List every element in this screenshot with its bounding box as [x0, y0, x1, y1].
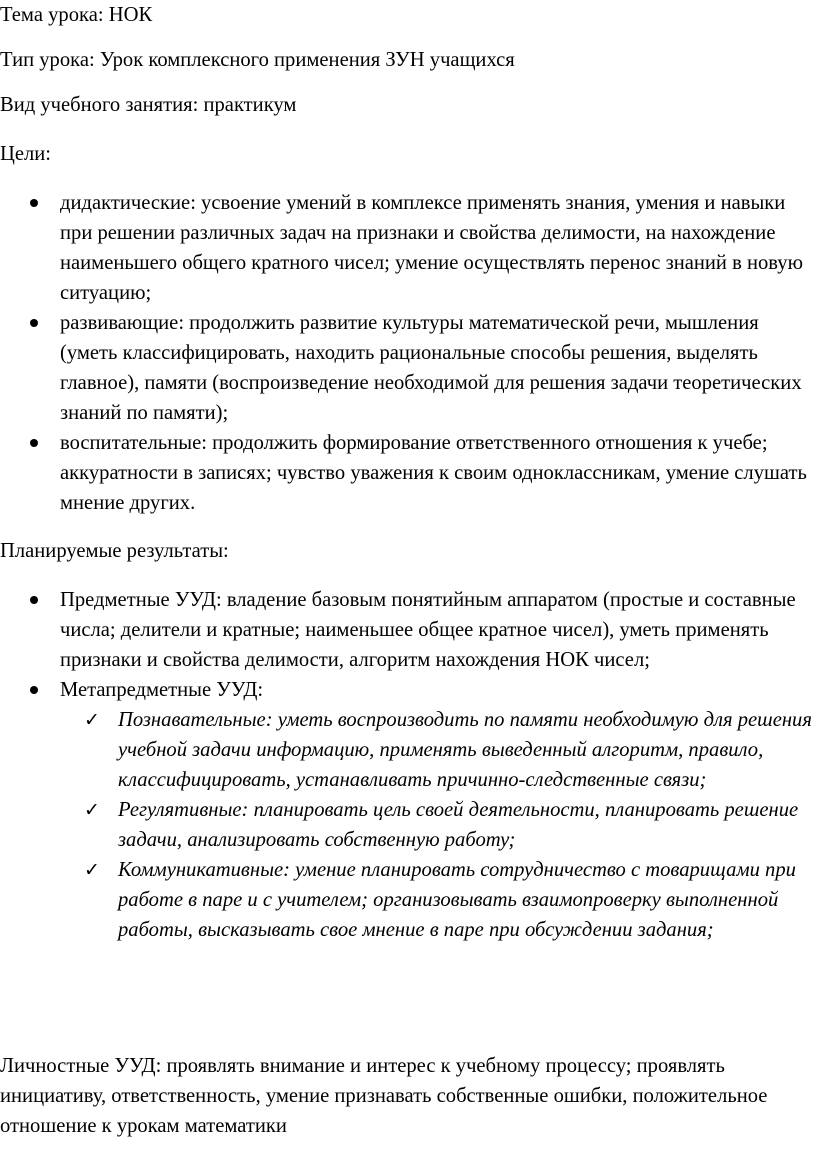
goal-text: развивающие: продолжить развитие культуры математической речи, мышления (уметь классифицировать, находить рациональные способы решения, выделять главное), памяти (воспроизведение необходимой для решения задачи теоретических знаний по памяти);: [60, 312, 802, 424]
bullet-icon: [30, 439, 38, 447]
result-meta-title: Метапредметные УУД:: [60, 679, 264, 701]
meta-communicative-text: Коммуникативные: умение планировать сотрудничество с товарищами при работе в паре и с учителем; организовывать взаимопроверку выполненной работы, высказывать свое мнение в паре при обсуждении задания;: [118, 859, 796, 941]
checkmark-icon: ✓: [84, 709, 100, 731]
lesson-topic: Тема урока: НОК: [0, 4, 153, 26]
meta-regulative: [60, 795, 812, 855]
bullet-icon: [30, 319, 38, 327]
goal-text: воспитательные: продолжить формирование ответственного отношения к учебе; аккуратности в записях; чувство уважения к своим одноклассникам, умение слушать мнение других.: [60, 432, 807, 514]
activity-type: Вид учебного занятия: практикум: [0, 94, 297, 116]
result-subject-text: Предметные УУД: владение базовым понятийным аппаратом (простые и составные числа; делители и кратные; наименьшее общее кратное чисел), уметь применять признаки и свойства делимости, алгоритм нахождения НОК чисел;: [60, 589, 796, 671]
meta-regulative-text: Регулятивные: планировать цель своей деятельности, планировать решение задачи, анализировать собственную работу;: [118, 799, 799, 851]
bullet-icon: [30, 199, 38, 207]
results-list: [0, 585, 816, 945]
bullet-icon: [30, 686, 38, 694]
meta-sublist: [60, 705, 812, 945]
result-subject: [0, 585, 816, 675]
goal-text: дидактические: усвоение умений в комплексе применять знания, умения и навыки при решении различных задач на признаки и свойства делимости, на нахождение наименьшего общего кратного чисел; умение осуществлять перенос знаний в новую ситуацию;: [60, 192, 803, 304]
meta-cognitive: [60, 705, 812, 795]
results-heading: Планируемые результаты:: [0, 540, 229, 562]
goals-list: [0, 188, 816, 518]
bullet-icon: [30, 596, 38, 604]
goal-developing: [0, 308, 816, 428]
lesson-type: Тип урока: Урок комплексного применения ЗУН учащихся: [0, 49, 515, 71]
result-meta: [0, 675, 816, 945]
goals-heading: Цели:: [0, 143, 52, 165]
checkmark-icon: ✓: [84, 799, 100, 821]
goal-didactic: [0, 188, 816, 308]
meta-cognitive-text: Познавательные: уметь воспроизводить по памяти необходимую для решения учебной задачи информацию, применять выведенный алгоритм, правило, классифицировать, устанавливать причинно-следственные связи;: [118, 709, 812, 791]
goal-educational: [0, 428, 816, 518]
checkmark-icon: ✓: [84, 859, 100, 881]
meta-communicative: [60, 855, 812, 945]
personal-results: Личностные УУД: проявлять внимание и интерес к учебному процессу; проявлять инициативу, ответственность, умение признавать собственные ошибки, положительное отношение к урокам математики: [0, 1055, 768, 1137]
